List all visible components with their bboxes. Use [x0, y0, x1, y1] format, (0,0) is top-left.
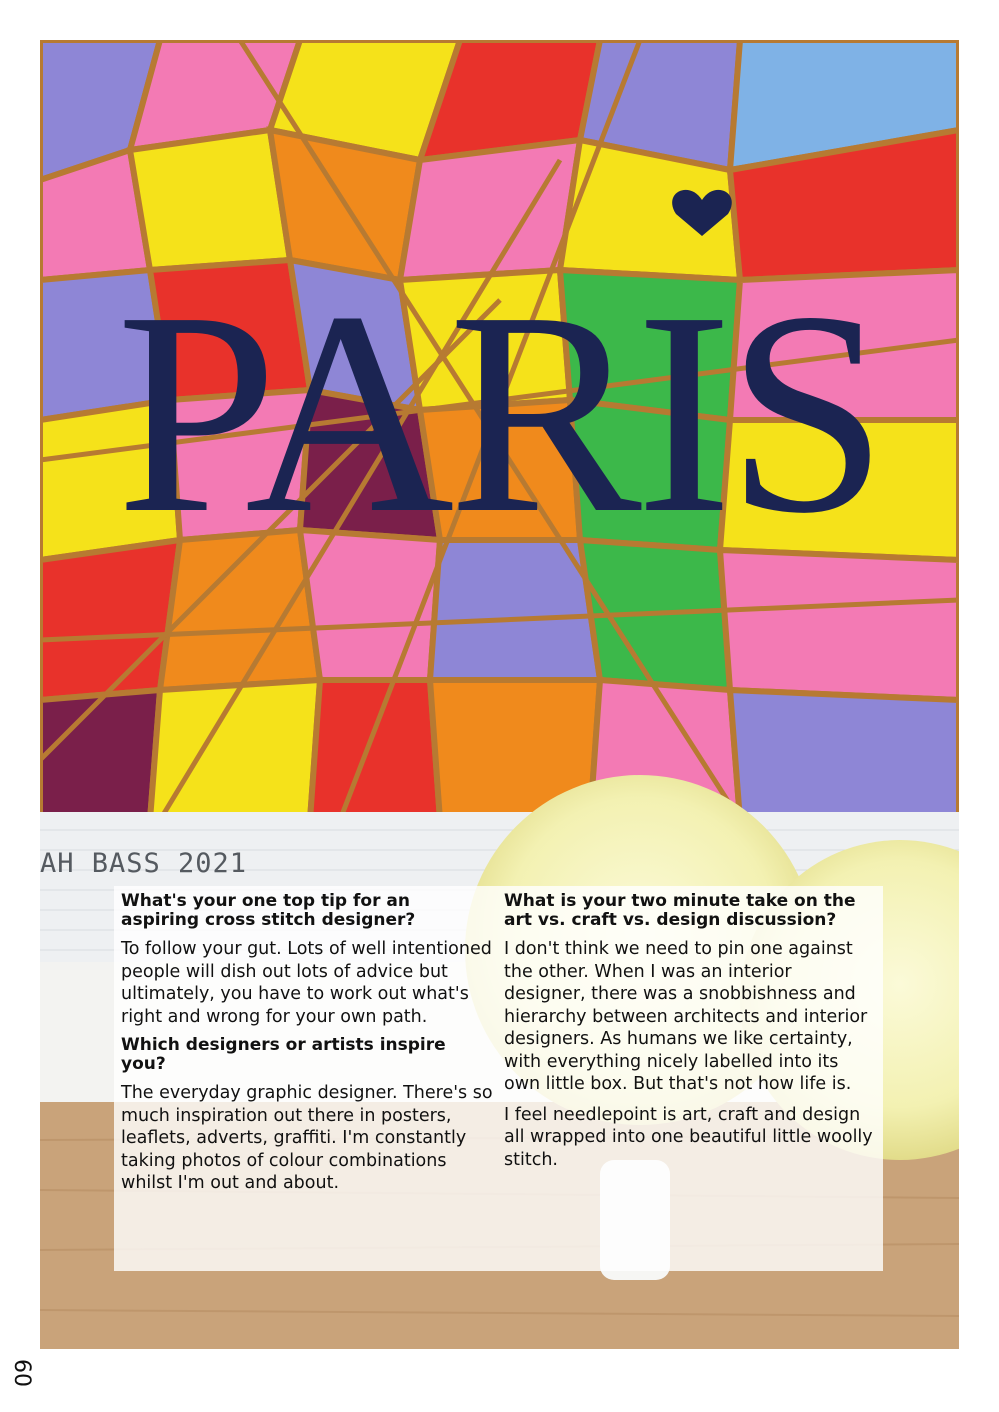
page-number: [8, 1350, 34, 1394]
question-top-tip: What's your one top tip for an aspiring cross stitch designer?: [121, 891, 416, 930]
question-art-craft-design: What is your two minute take on the art vs. craft vs. design discussion?: [504, 891, 856, 930]
answer-art-craft-design-2: I feel needlepoint is art, craft and design all wrapped into one beautiful little woolly stitch.: [504, 1104, 873, 1170]
page-number-text: 60: [9, 1359, 34, 1387]
interview-text-panel: [114, 886, 883, 1271]
interview-column-right: [504, 892, 876, 1179]
interview-column-left: [121, 892, 493, 1203]
answer-art-craft-design-1: I don't think we need to pin one against the other. When I was an interior designer, there was a snobbishness and hierarchy between architects and interior designers. As humans we like certainty, with everything nicely labelled into its own little box. But that's not how life is.: [504, 939, 868, 1094]
stitched-signature: AH BASS 2021: [40, 848, 248, 879]
question-inspirations: Which designers or artists inspire you?: [121, 1035, 446, 1074]
answer-inspirations: The everyday graphic designer. There's so much inspiration out there in posters, leaflets, adverts, graffiti. I'm constantly taking photos of colour combinations whilst I'm out and about.: [121, 1083, 493, 1193]
answer-top-tip: To follow your gut. Lots of well intentioned people will dish out lots of advice but ultimately, you have to work out what's right and wrong for your own path.: [121, 939, 492, 1027]
stitched-paris-word: PARIS: [116, 252, 882, 573]
